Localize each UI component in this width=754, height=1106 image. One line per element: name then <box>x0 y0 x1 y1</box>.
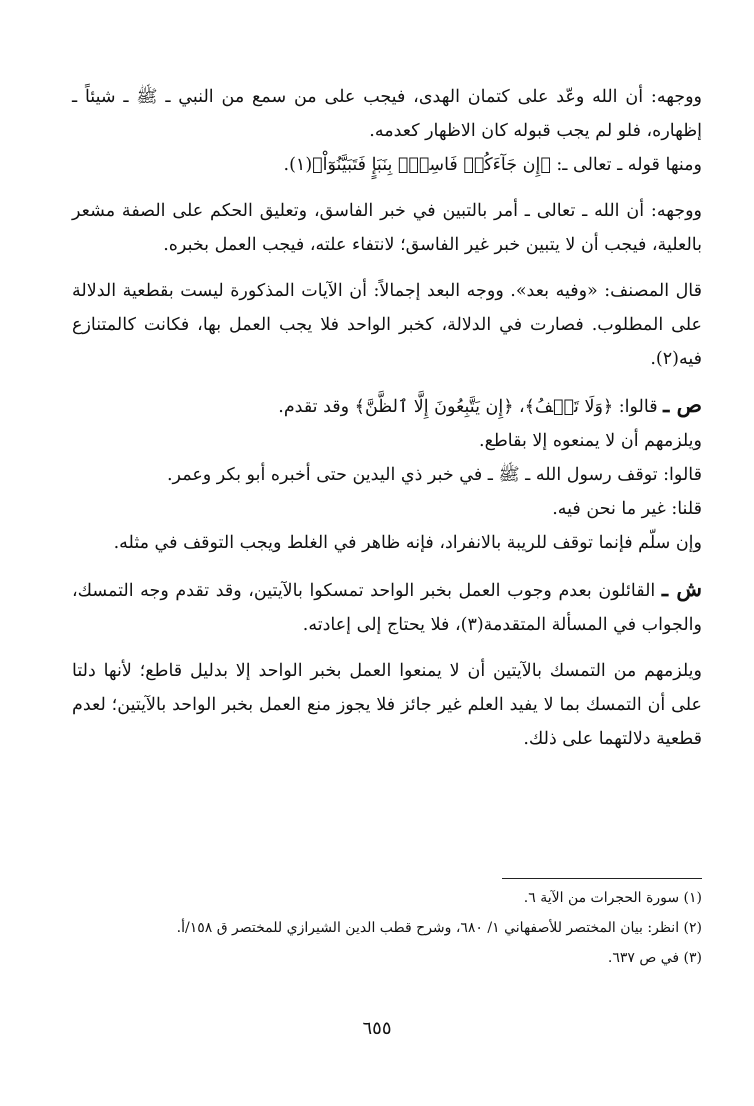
paragraph-10 <box>72 572 702 642</box>
paragraph-6: ويلزمهم أن لا يمنعوه إلا بقاطع. <box>479 431 702 451</box>
page-number: ٦٥٥ <box>362 1018 392 1039</box>
paragraph-1: ووجهه: أن الله وعّد على كتمان الهدى، فيجب على من سمع من النبي ـ ﷺ ـ شيئاً ـ إظهاره، فلو لم يجب قبوله كان الاظهار كعدمه. <box>72 87 702 141</box>
paragraph-3: ووجهه: أن الله ـ تعالى ـ أمر بالتبين في خبر الفاسق، وتعليق الحكم على الصفة مشعر بالعلية، فيجب أن لا يتبين خبر غير الفاسق؛ لانتفاء علته، فيجب العمل بخبره. <box>72 201 702 255</box>
footnote-2: (٢) انظر: بيان المختصر للأصفهاني ١/ ٦٨٠، وشرح قطب الدين الشيرازي للمختصر ق ١٥٨/أ. <box>176 920 702 936</box>
paragraph-4: قال المصنف: «وفيه بعد». ووجه البعد إجمالاً: أن الآيات المذكورة ليست بقطعية الدلالة على المطلوب. فصارت في الدلالة، كخبر الواحد فلا يجب العمل بها، فكانت كالمتنازع فيه(٢). <box>72 281 702 369</box>
footnote-3: (٣) في ص ٦٣٧. <box>607 950 702 966</box>
paragraph-5 <box>72 388 702 424</box>
paragraph-8: قلنا: غير ما نحن فيه. <box>552 499 702 519</box>
main-text <box>72 80 702 756</box>
shin-marker: ش ـ <box>661 576 702 601</box>
paragraph-11: ويلزمهم من التمسك بالآيتين أن لا يمنعوا العمل بخبر الواحد إلا بدليل قاطع؛ لأنها دلتا على أن التمسك بما لا يفيد العلم غير جائز فلا يجوز منع العمل بخبر الواحد بالآيتين؛ لعدم قطعية دلالتهما على ذلك. <box>72 661 702 749</box>
footnote-1: (١) سورة الحجرات من الآية ٦. <box>523 890 702 906</box>
paragraph-2: ومنها قوله ـ تعالى ـ: ﴿إِن جَآءَكُمۡ فَاسِقُۢ بِنَبَإٍ فَتَبَيَّنُوٓاْ﴾(١). <box>283 155 702 175</box>
paragraph-9: وإن سلّم فإنما توقف للريبة بالانفراد، فإنه ظاهر في الغلط ويجب التوقف في مثله. <box>113 533 702 553</box>
paragraph-5-text: قالوا: ﴿وَلَا تَقۡفُ﴾، ﴿إِن يَتَّبِعُونَ إِلَّا ٱلظَّنَّ﴾ وقد تقدم. <box>278 397 658 417</box>
footnotes <box>72 878 702 973</box>
sad-marker: ص ـ <box>663 392 702 417</box>
footnote-divider <box>502 878 702 879</box>
paragraph-10-text: القائلون بعدم وجوب العمل بخبر الواحد تمسكوا بالآيتين، وقد تقدم وجه التمسك، والجواب في المسألة المتقدمة(٣)، فلا يحتاج إلى إعادته. <box>72 581 702 635</box>
paragraph-7: قالوا: توقف رسول الله ـ ﷺ ـ في خبر ذي اليدين حتى أخبره أبو بكر وعمر. <box>166 465 702 485</box>
